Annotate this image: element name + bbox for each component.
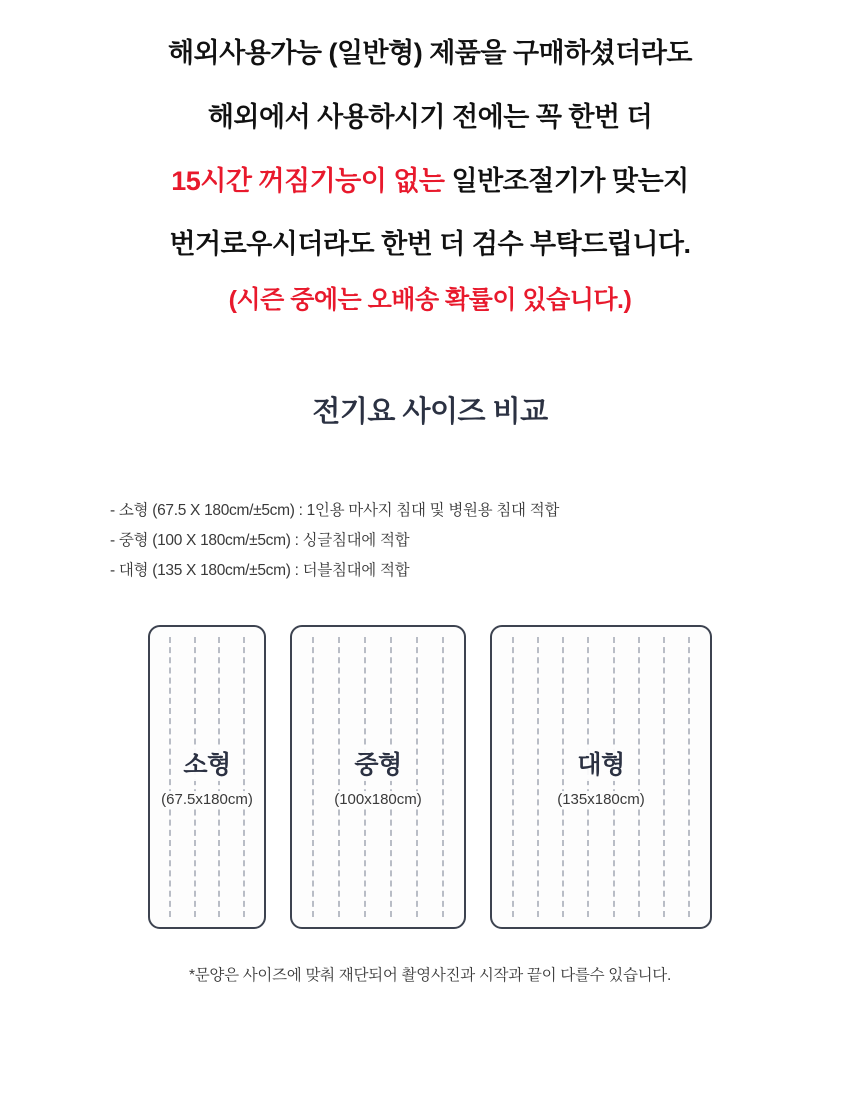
notice-line-4: 번거로우시더라도 한번 더 검수 부탁드립니다.	[169, 229, 691, 259]
spec-item-large: - 대형 (135 X 180cm/±5cm) : 더블침대에 적합	[110, 562, 410, 580]
mat-large-dimension: (135x180cm)	[553, 791, 649, 808]
notice-line-3	[0, 168, 860, 195]
mat-small	[148, 625, 266, 929]
size-comparison-diagram	[0, 625, 860, 929]
notice-line-2: 해외에서 사용하시기 전에는 꼭 한번 더	[207, 102, 653, 132]
mat-small-dimension: (67.5x180cm)	[157, 791, 257, 808]
notice-line-3-rest: 일반조절기가 맞는지	[444, 166, 689, 196]
size-spec-list	[110, 496, 860, 587]
notice-line-5: (시즌 중에는 오배송 확률이 있습니다.)	[228, 286, 632, 314]
mat-small-label: 소형	[177, 745, 236, 781]
mat-medium-label: 중형	[348, 745, 407, 781]
spec-item-medium: - 중형 (100 X 180cm/±5cm) : 싱글침대에 적합	[110, 532, 410, 550]
notice-block	[0, 0, 860, 313]
notice-line-3-highlight: 15시간 꺼짐기능이 없는	[171, 166, 445, 196]
section-title: 전기요 사이즈 비교	[312, 396, 548, 428]
mat-large	[490, 625, 712, 929]
mat-medium-dimension: (100x180cm)	[330, 791, 426, 808]
spec-item-small: - 소형 (67.5 X 180cm/±5cm) : 1인용 마사지 침대 및 병원용 침대 적합	[110, 502, 560, 519]
mat-medium	[290, 625, 466, 929]
pattern-footnote: *문양은 사이즈에 맞춰 재단되어 촬영사진과 시작과 끝이 다를수 있습니다.	[189, 966, 671, 984]
notice-line-1: 해외사용가능 (일반형) 제품을 구매하셨더라도	[167, 38, 693, 68]
mat-large-label: 대형	[571, 745, 630, 781]
